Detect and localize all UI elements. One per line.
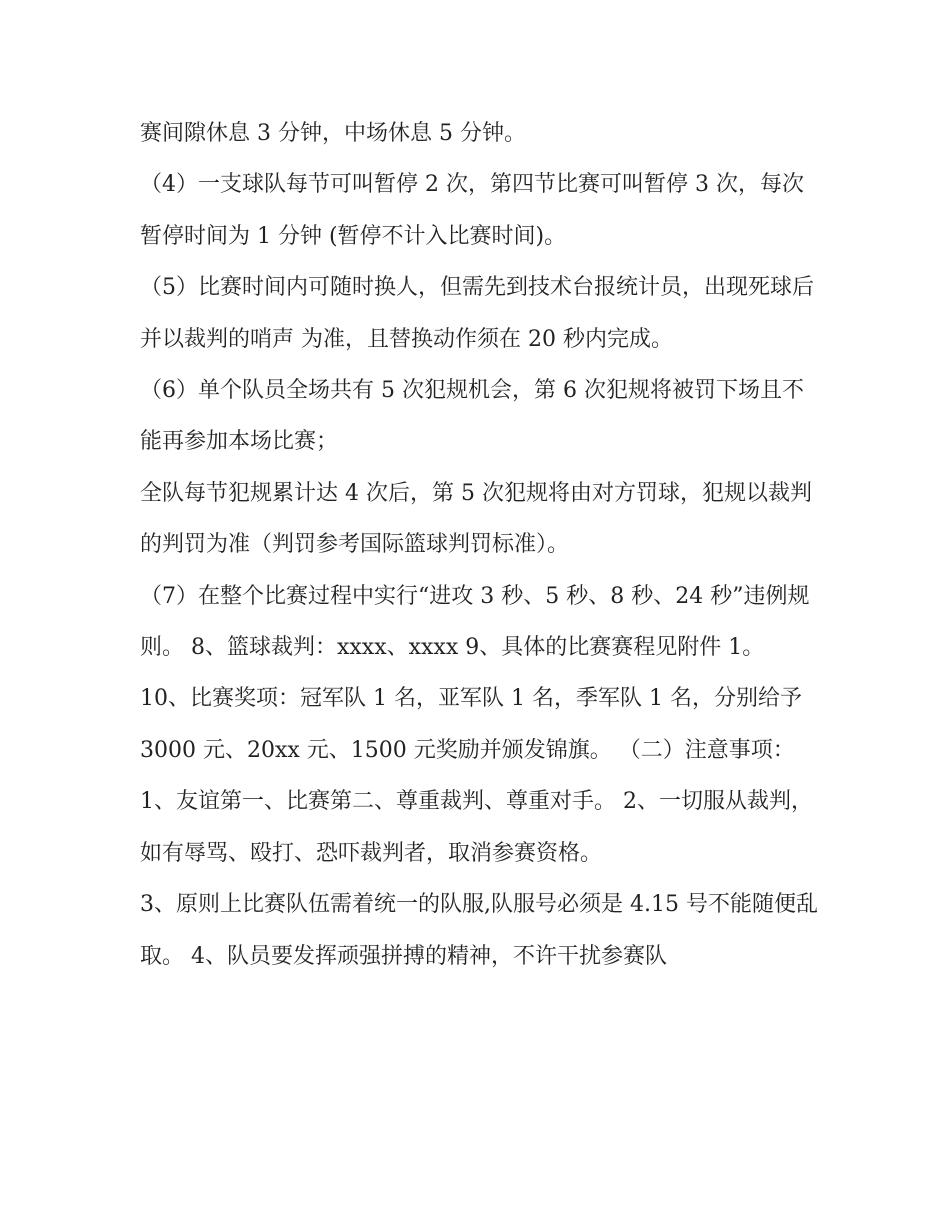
paragraph-player-fouls: （6）单个队员全场共有 5 次犯规机会，第 6 次犯规将被罚下场且不能再参加本场比赛； — [140, 378, 804, 455]
paragraph-awards: 10、比赛奖项：冠军队 1 名，亚军队 1 名，季军队 1 名，分别给予 3000 元、20xx 元、1500 元奖励并颁发锦旗。 （二）注意事项： — [140, 686, 802, 763]
paragraph-timeouts: （4）一支球队每节可叫暂停 2 次，第四节比赛可叫暂停 3 次，每次暂停时间为 1 分钟 (暂停不计入比赛时间)。 — [140, 172, 804, 249]
paragraph-violation-rules: （7）在整个比赛过程中实行“进攻 3 秒、5 秒、8 秒、24 秒”违例规则。 8、篮球裁判：xxxx、xxxx 9、具体的比赛赛程见附件 1。 — [140, 583, 810, 661]
paragraph-break-time: 赛间隙休息 3 分钟，中场休息 5 分钟。 — [140, 121, 526, 146]
paragraph-substitution: （5）比赛时间内可随时换人，但需先到技术台报统计员，出现死球后并以裁判的哨声 为准，且替换动作须在 20 秒内完成。 — [140, 275, 814, 352]
document-page — [140, 108, 820, 982]
paragraph-team-fouls: 全队每节犯规累计达 4 次后，第 5 次犯规将由对方罚球，犯规以裁判的判罚为准（判罚参考国际篮球判罚标准）。 — [140, 480, 812, 558]
paragraph-notes-1-2: 1、友谊第一、比赛第二、尊重裁判、尊重对手。 2、一切服从裁判，如有辱骂、殴打、恐吓裁判者，取消参赛资格。 — [140, 789, 813, 866]
paragraph-notes-3-4: 3、原则上比赛队伍需着统一的队服,队服号必须是 4.15 号不能随便乱取。 4、队员要发挥顽强拼搏的精神，不许干扰参赛队 — [140, 892, 818, 969]
